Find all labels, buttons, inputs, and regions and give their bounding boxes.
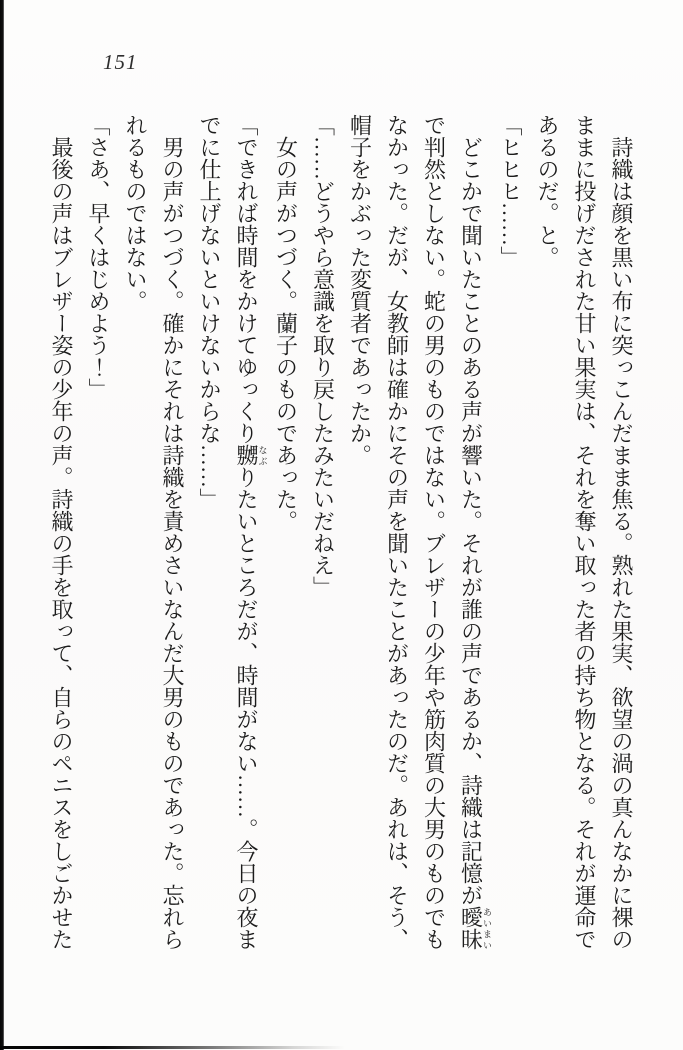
paragraph: 詩織は顔を黒い布に突っこんだまま焦る。熟れた果実、欲望の渦の真んなかに裸のままに投げだされた甘い果実は、それを奪い取った者の持ち物となる。それが運命であるのだ。と。 xyxy=(535,114,634,950)
paragraph: 最後の声はブレザー姿の少年の声。詩織の手を取って、自らのペニスをしごかせた xyxy=(49,136,74,950)
scan-edge-bottom xyxy=(0,1046,345,1049)
paragraph: 「……どうやら意識を取り戻したみたいだねえ」 xyxy=(310,114,336,598)
scan-edge-left xyxy=(0,0,4,1050)
page-number: 151 xyxy=(103,50,138,74)
paragraph: 「できれば時間をかけてゆっくり嬲なぶりたいところだが、時間がない……。今日の夜までに仕上げないといけないからな……」 xyxy=(197,114,268,950)
paragraph: 「ヒヒヒ……」 xyxy=(498,114,523,268)
paragraph: 「さあ、早くはじめよう！」 xyxy=(86,114,111,400)
paragraph: 男の声がつづく。確かにそれは詩織を責めさいなんだ大男のものであった。忘れられるものではない。 xyxy=(123,114,185,950)
paragraph: 女の声がつづく。蘭子のものであった。 xyxy=(273,136,299,532)
page-text xyxy=(48,114,640,950)
paragraph: どこかで聞いたことのある声が響いた。それが誰の声であるか、詩織は記憶が曖昧あいまいで判然としない。蛇の男のものではない。ブレザーの少年や筋肉質の大男のものでもなかった。だが、女教師は確かにその声を聞いたことがあったのだ。あれは、そう、帽子をかぶった変質者であったか。 xyxy=(347,114,492,950)
furigana-ruby: 曖昧あいまい xyxy=(458,906,492,950)
furigana-ruby: 嬲なぶ xyxy=(234,444,268,466)
